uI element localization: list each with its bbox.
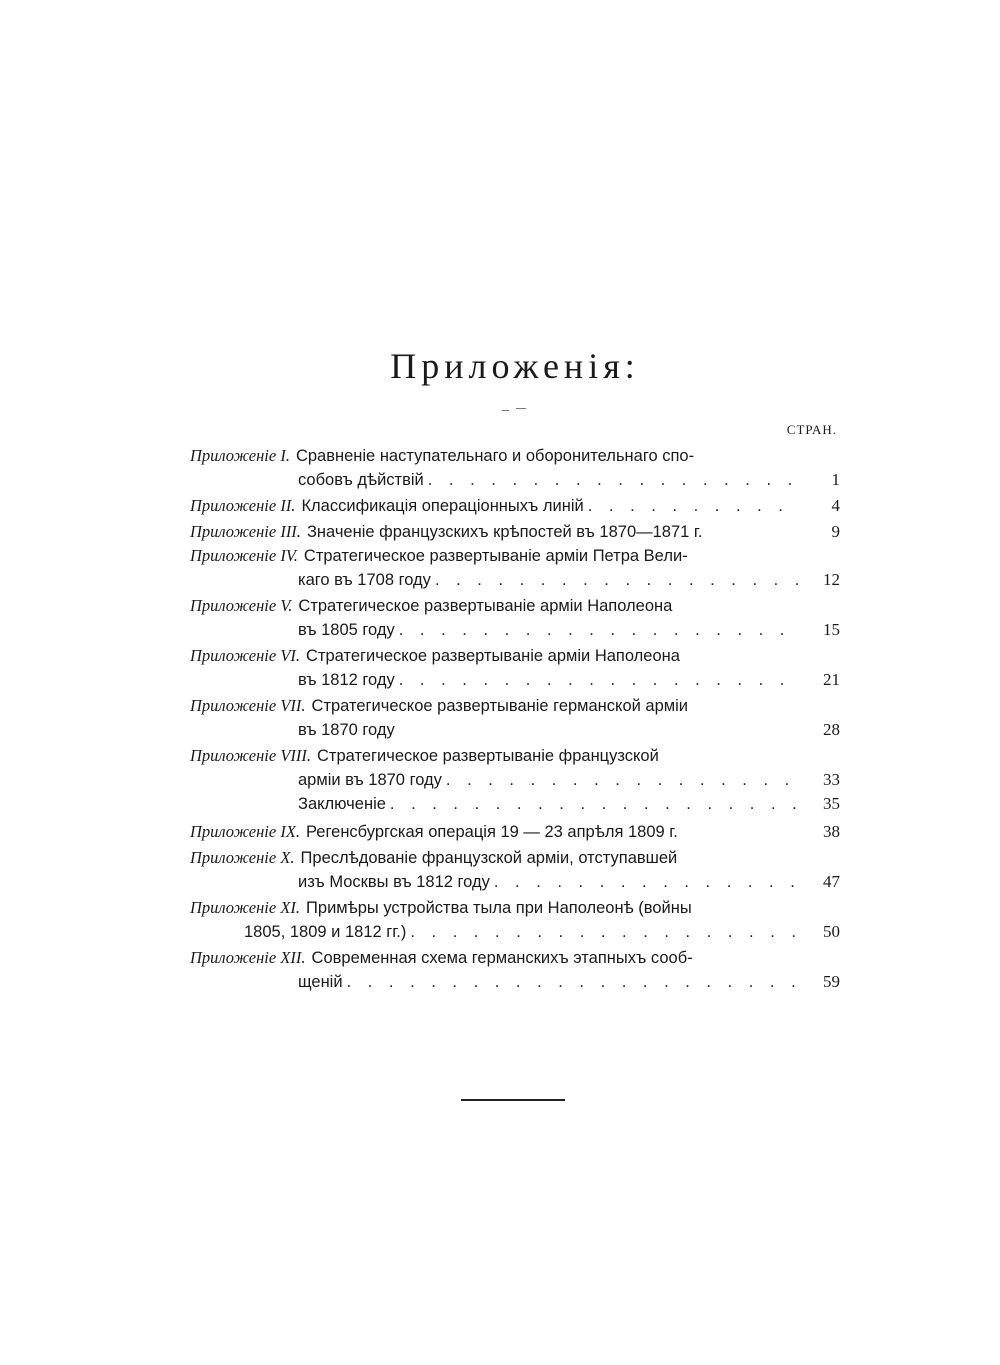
entry-title-continued: щеній xyxy=(298,973,343,991)
entry-page-number: 12 xyxy=(823,570,840,589)
toc-entry xyxy=(190,896,840,944)
entry-title-continued: изъ Москвы въ 1812 году xyxy=(298,873,490,891)
toc-entry xyxy=(190,946,840,994)
entry-title: Стратегическое развертываніе германской арміи xyxy=(311,697,689,715)
toc-entry xyxy=(190,846,840,894)
dot-leader xyxy=(399,668,798,692)
entry-title: Стратегическое развертываніе французской xyxy=(317,747,659,765)
entry-title: Классификація операціонныхъ линій xyxy=(301,497,584,515)
page-column-header: СТРАН. xyxy=(786,422,837,437)
entry-title: Стратегическое развертываніе арміи Наполеона xyxy=(306,647,680,665)
entry-label: Приложеніе I. xyxy=(190,446,290,465)
entry-title-continued: въ 1812 году xyxy=(298,671,395,689)
toc-entry xyxy=(190,694,840,742)
entry-page-number: 4 xyxy=(831,496,840,515)
entry-title: Современная схема германскихъ этапныхъ сооб- xyxy=(311,949,693,967)
dot-leader xyxy=(446,768,798,792)
dot-leader xyxy=(435,568,798,592)
entry-page-number: 1 xyxy=(831,470,840,489)
toc-entry xyxy=(190,444,840,492)
dot-leader xyxy=(399,618,798,642)
entry-label: Приложеніе VIII. xyxy=(190,746,312,765)
entry-label: Приложеніе IX. xyxy=(190,822,301,841)
page-title: Приложенія: xyxy=(390,346,640,386)
entry-label: Приложеніе III. xyxy=(190,522,301,541)
entry-label: Приложеніе VII. xyxy=(190,696,306,715)
dot-leader xyxy=(428,468,798,492)
toc-entry xyxy=(190,644,840,692)
entry-label: Приложеніе XI. xyxy=(190,898,301,917)
entry-page-number: 9 xyxy=(831,522,840,541)
entry-title: Стратегическое развертываніе арміи Наполеона xyxy=(298,597,673,615)
entry-title-continued: 1805, 1809 и 1812 гг.) xyxy=(244,923,407,941)
dot-leader xyxy=(588,494,798,518)
entry-page-number: 35 xyxy=(823,794,840,813)
toc-entry xyxy=(190,594,840,642)
entry-label: Приложеніе X. xyxy=(190,848,295,867)
entry-label: Приложеніе IV. xyxy=(190,546,298,565)
entry-page-number: 38 xyxy=(823,822,840,841)
entry-title-continued: каго въ 1708 году xyxy=(298,571,431,589)
entry-title: Примѣры устройства тыла при Наполеонѣ (войны xyxy=(306,899,692,917)
toc-entry xyxy=(190,544,840,592)
entry-page-number: 28 xyxy=(823,720,840,739)
entry-label: Приложеніе II. xyxy=(190,496,296,515)
entry-title: Сравненіе наступательнаго и оборонительнаго спо- xyxy=(295,447,695,465)
entry-label: Приложеніе V. xyxy=(190,596,293,615)
entry-label: Приложеніе XII. xyxy=(190,948,306,967)
entry-label: Приложеніе VI. xyxy=(190,646,301,665)
entry-page-number: 59 xyxy=(823,972,840,991)
closing-rule xyxy=(461,1099,565,1101)
entry-page-number: 15 xyxy=(823,620,840,639)
entry-title: Значеніе французскихъ крѣпостей въ 1870—1871 г. xyxy=(306,523,703,541)
toc-entry xyxy=(190,792,840,816)
dot-leader xyxy=(410,920,798,944)
entry-page-number: 21 xyxy=(823,670,840,689)
dot-leader xyxy=(494,870,798,894)
entry-title-continued: собовъ дѣйствій xyxy=(298,471,424,489)
entry-title-continued: въ 1805 году xyxy=(298,621,395,639)
entry-title: Заключеніе xyxy=(298,795,386,813)
dot-leader xyxy=(347,970,798,994)
toc-entry xyxy=(190,744,840,792)
title-ornament xyxy=(498,402,538,412)
entry-page-number: 50 xyxy=(823,922,840,941)
entry-title-continued: въ 1870 году xyxy=(298,721,395,739)
entry-title: Стратегическое развертываніе арміи Петра Вели- xyxy=(303,547,688,565)
toc-entry xyxy=(190,820,840,844)
dot-leader xyxy=(390,792,798,816)
entry-title-continued: арміи въ 1870 году xyxy=(298,771,442,789)
entry-page-number: 47 xyxy=(823,872,840,891)
toc-entry xyxy=(190,520,840,544)
entry-title: Регенсбургская операція 19 — 23 апрѣля 1809 г. xyxy=(306,823,678,841)
entry-title: Преслѣдованіе французской арміи, отступавшей xyxy=(300,849,678,867)
entry-page-number: 33 xyxy=(823,770,840,789)
toc-entry xyxy=(190,494,840,518)
table-of-contents xyxy=(190,444,840,996)
